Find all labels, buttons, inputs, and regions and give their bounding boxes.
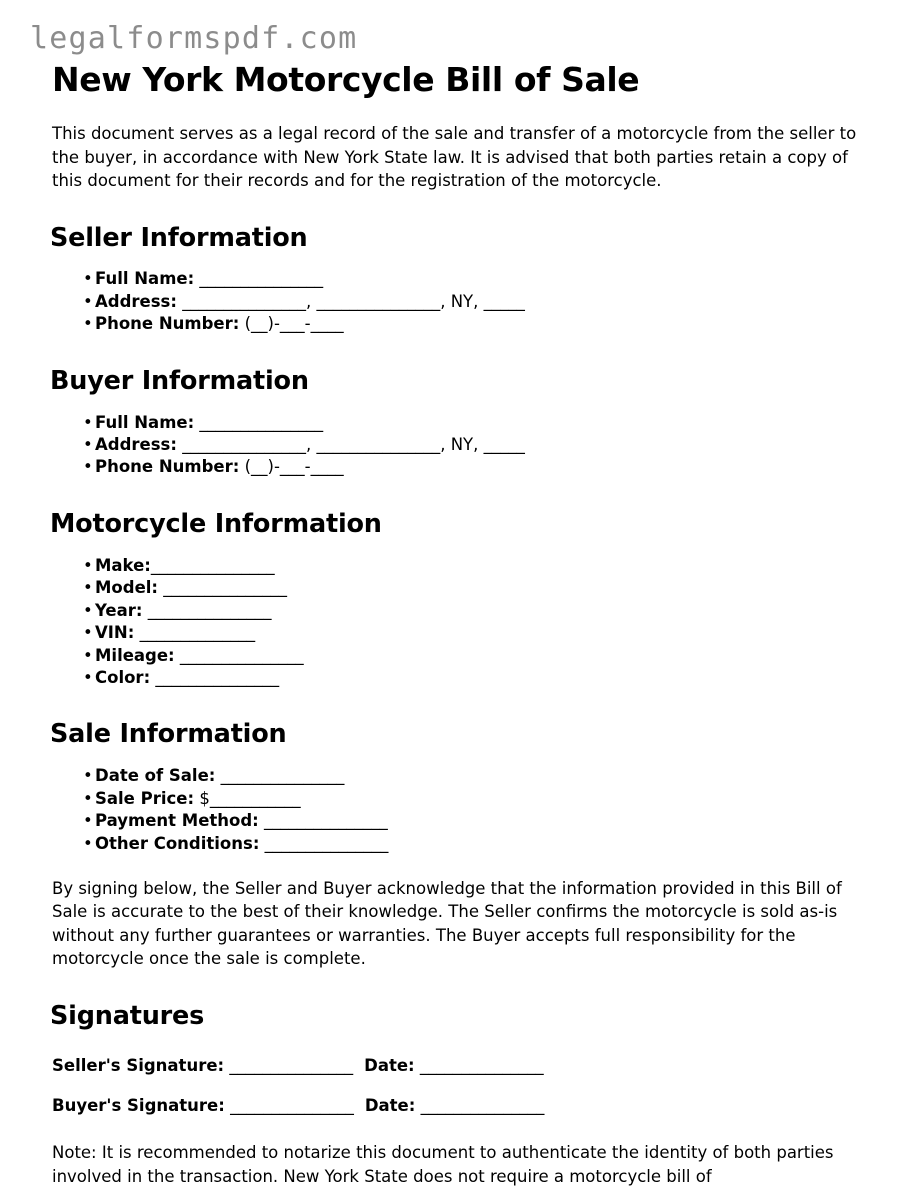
field-date-of-sale [50,765,878,787]
field-blank[interactable]: _______________ [142,600,272,620]
field-blank[interactable]: _______________, _______________, NY, _____ [176,291,525,311]
field-blank[interactable]: _______________ [174,645,304,665]
signature-row-buyer [52,1095,878,1117]
seller-fields-list [50,268,878,335]
field-label: Color: [95,667,151,687]
field-label: Address: [95,435,177,455]
field-label: Make: [95,555,151,575]
document-content [50,60,878,1188]
signature-row-seller [52,1055,878,1077]
buyer-signature-blank[interactable]: _______________ [224,1096,354,1116]
field-blank[interactable]: _______________ [215,766,345,786]
field-label: Payment Method: [95,811,259,831]
field-motorcycle-model [50,577,878,599]
field-seller-phone-number [50,313,878,335]
field-label: Full Name: [95,412,195,432]
seller-signature-blank[interactable]: _______________ [224,1055,354,1075]
buyer-fields-list [50,412,878,479]
field-blank[interactable]: $___________ [194,788,301,808]
section-heading-motorcycle: Motorcycle Information [50,508,382,539]
field-buyer-phone-number [50,456,878,478]
field-motorcycle-mileage [50,645,878,667]
section-heading-buyer: Buyer Information [50,365,309,396]
intro-paragraph: This document serves as a legal record of the sale and transfer of a motorcycle from the seller to the buyer, in accordance with New York State law. It is advised that both parties retain a copy of this document for their records and for the registration of the motorcycle. [52,124,857,191]
field-buyer-full-name [50,412,878,434]
seller-date-blank[interactable]: _______________ [414,1055,544,1075]
field-label: Year: [95,600,143,620]
field-payment-method [50,810,878,832]
field-label: Other Conditions: [95,833,260,853]
field-other-conditions [50,833,878,855]
seller-signature-label: Seller's Signature: [52,1055,225,1075]
field-label: Address: [95,291,177,311]
section-heading-seller: Seller Information [50,222,308,253]
signatures-block [50,1055,878,1118]
field-label: VIN: [95,623,135,643]
field-motorcycle-year [50,600,878,622]
field-motorcycle-color [50,667,878,689]
field-seller-address [50,291,878,313]
field-sale-price [50,788,878,810]
field-blank[interactable]: ______________ [134,623,256,643]
motorcycle-fields-list [50,555,878,690]
field-label: Phone Number: [95,457,240,477]
sale-fields-list [50,765,878,855]
field-label: Full Name: [95,269,195,289]
site-watermark: legalformspdf.com [30,21,358,56]
field-motorcycle-make [50,555,878,577]
page-title: New York Motorcycle Bill of Sale [52,60,640,99]
field-label: Date of Sale: [95,766,216,786]
field-blank[interactable]: _______________, _______________, NY, _____ [176,435,525,455]
field-blank[interactable]: _______________ [194,412,324,432]
section-heading-sale: Sale Information [50,719,287,750]
buyer-date-label: Date: [364,1096,416,1116]
field-blank[interactable]: _______________ [150,555,275,575]
section-heading-signatures: Signatures [50,1000,205,1031]
field-label: Phone Number: [95,314,240,334]
field-label: Model: [95,578,159,598]
notary-note: Note: It is recommended to notarize this document to authenticate the identity of both parties involved in the transaction. New York State does not require a motorcycle bill of [52,1143,834,1186]
field-blank[interactable]: (__)-___-____ [239,314,344,334]
field-buyer-address [50,434,878,456]
buyer-signature-label: Buyer's Signature: [52,1096,225,1116]
field-blank[interactable]: _______________ [259,833,389,853]
seller-date-label: Date: [364,1055,415,1075]
buyer-date-blank[interactable]: _______________ [415,1096,545,1116]
field-blank[interactable]: _______________ [158,578,288,598]
field-blank[interactable]: _______________ [150,667,280,687]
field-blank[interactable]: _______________ [194,269,324,289]
acknowledgement-paragraph: By signing below, the Seller and Buyer acknowledge that the information provided in this Bill of Sale is accurate to the best of their knowledge. The Seller confirms the motorcycle is sold as-is without any further guarantees or warranties. The Buyer accepts full responsibility for the motorcycle once the sale is complete. [52,879,842,969]
field-motorcycle-vin [50,622,878,644]
field-label: Sale Price: [95,788,195,808]
field-seller-full-name [50,268,878,290]
field-blank[interactable]: _______________ [258,811,388,831]
field-blank[interactable]: (__)-___-____ [239,457,344,477]
field-label: Mileage: [95,645,175,665]
